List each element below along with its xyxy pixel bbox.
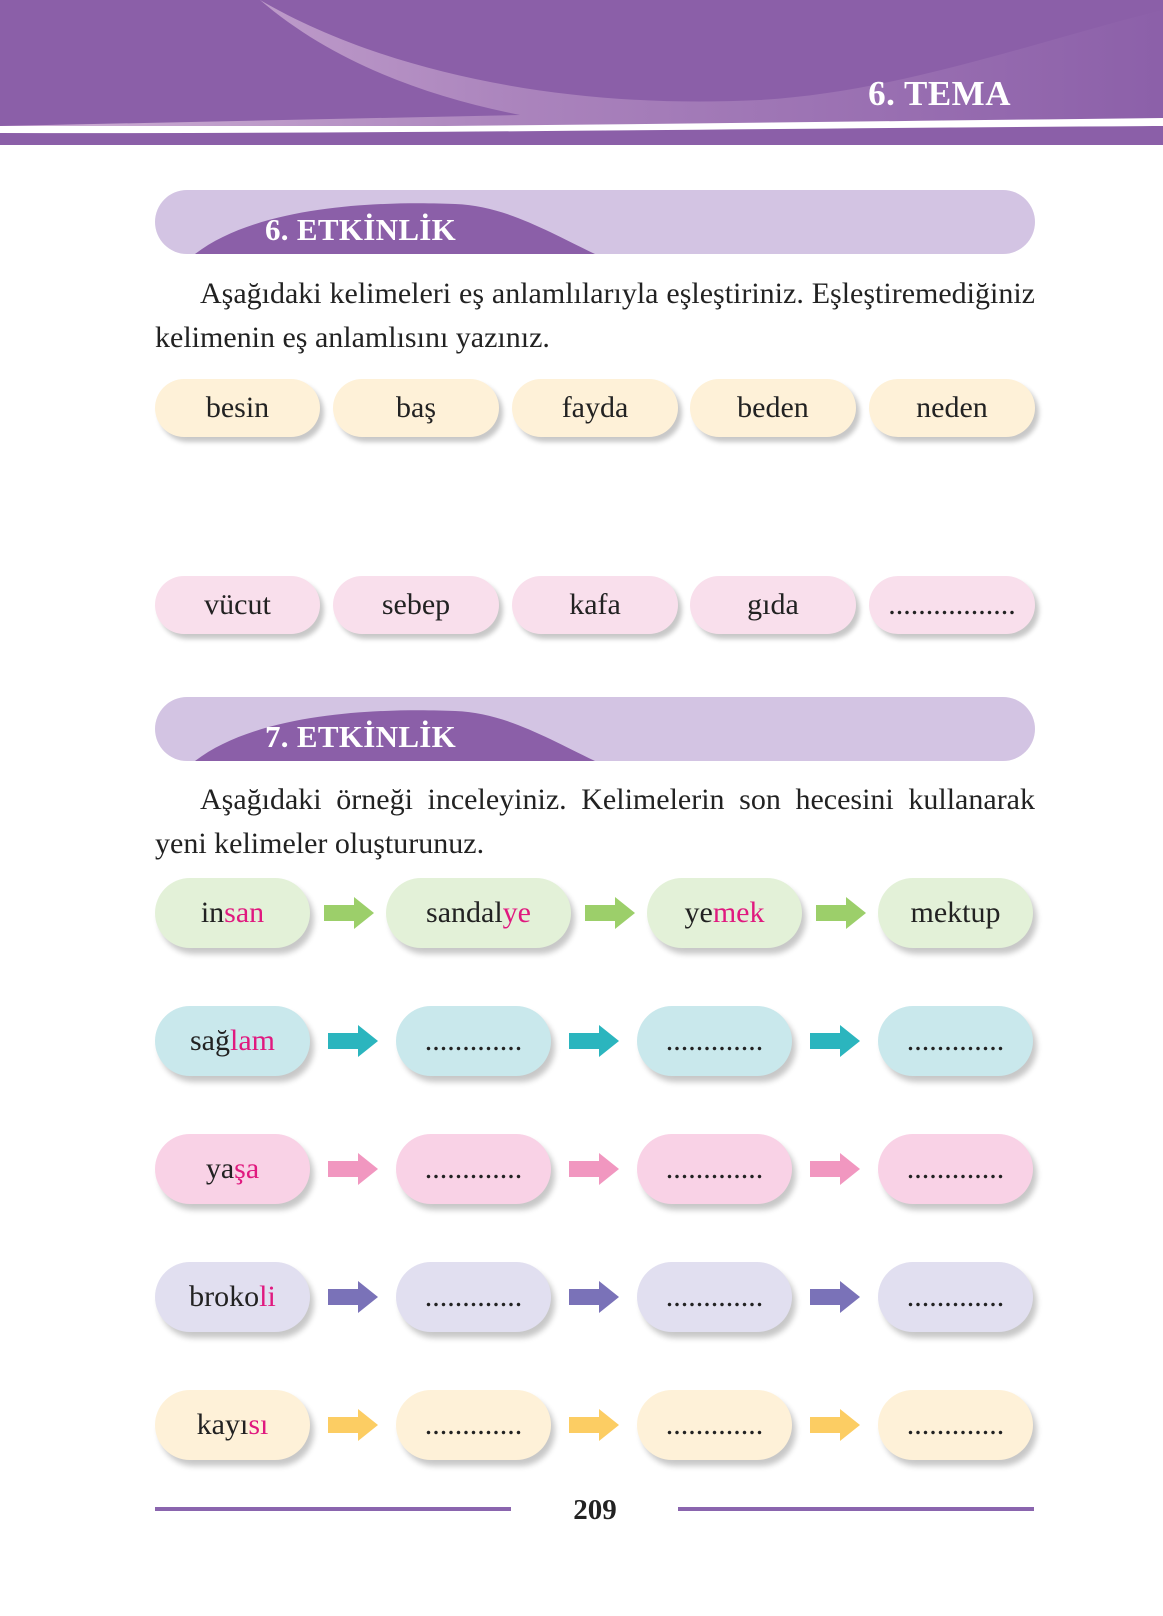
- last-syllable: san: [224, 896, 265, 929]
- example-word-3: [647, 878, 802, 948]
- activity-6-banner: [155, 190, 1035, 254]
- start-word: [155, 1134, 310, 1204]
- answer-blank[interactable]: .............: [396, 1262, 551, 1332]
- arrow-right-icon: [569, 1409, 619, 1441]
- start-word: [155, 1006, 310, 1076]
- last-syllable: li: [259, 1280, 276, 1313]
- last-syllable: lam: [230, 1024, 275, 1057]
- word-card[interactable]: baş: [333, 379, 499, 437]
- last-syllable: mek: [712, 896, 765, 929]
- synonym-card[interactable]: gıda: [690, 576, 856, 634]
- answer-blank[interactable]: .............: [396, 1006, 551, 1076]
- word-card[interactable]: fayda: [512, 379, 678, 437]
- activity-7-instruction: Aşağıdaki örneği inceleyiniz. Kelimelerin son hecesini kullanarak yeni kelimeler oluşturunuz.: [155, 783, 1035, 860]
- arrow-right-icon: [810, 1025, 860, 1057]
- syllable-prefix: kayı: [196, 1408, 249, 1441]
- synonym-blank[interactable]: .................: [869, 576, 1035, 634]
- arrow-right-icon: [816, 897, 866, 929]
- answer-blank[interactable]: .............: [396, 1134, 551, 1204]
- arrow-right-icon: [585, 897, 635, 929]
- answer-blank[interactable]: .............: [637, 1262, 792, 1332]
- last-syllable: ye: [502, 896, 531, 929]
- answer-blank[interactable]: .............: [878, 1134, 1033, 1204]
- example-word-4: [878, 878, 1033, 948]
- arrow-right-icon: [324, 897, 374, 929]
- arrow-right-icon: [569, 1153, 619, 1185]
- last-syllable: şa: [234, 1152, 260, 1185]
- example-word-1: [155, 878, 310, 948]
- example-word-2: [386, 878, 571, 948]
- answer-blank[interactable]: .............: [878, 1390, 1033, 1460]
- word-card[interactable]: neden: [869, 379, 1035, 437]
- syllable-prefix: ya: [205, 1152, 235, 1185]
- start-word: [155, 1390, 310, 1460]
- answer-blank[interactable]: .............: [637, 1390, 792, 1460]
- syllable-prefix: sandal: [426, 896, 503, 929]
- syllable-prefix: sağ: [190, 1024, 230, 1057]
- synonym-card[interactable]: sebep: [333, 576, 499, 634]
- syllable-prefix: mektup: [910, 896, 1001, 929]
- answer-blank[interactable]: .............: [637, 1006, 792, 1076]
- footer-divider-right: [678, 1507, 1034, 1511]
- arrow-right-icon: [810, 1153, 860, 1185]
- arrow-right-icon: [569, 1025, 619, 1057]
- arrow-right-icon: [569, 1281, 619, 1313]
- arrow-right-icon: [810, 1409, 860, 1441]
- arrow-right-icon: [328, 1025, 378, 1057]
- arrow-right-icon: [328, 1409, 378, 1441]
- theme-title: 6. TEMA: [868, 74, 1011, 113]
- answer-blank[interactable]: .............: [637, 1134, 792, 1204]
- syllable-prefix: in: [200, 896, 225, 929]
- answer-blank[interactable]: .............: [396, 1390, 551, 1460]
- page-number: 209: [573, 1494, 617, 1526]
- synonym-card[interactable]: kafa: [512, 576, 678, 634]
- activity-7-title: 7. ETKİNLİK: [265, 719, 457, 754]
- answer-blank[interactable]: .............: [878, 1006, 1033, 1076]
- arrow-right-icon: [810, 1281, 860, 1313]
- arrow-right-icon: [328, 1153, 378, 1185]
- footer-divider-left: [155, 1507, 511, 1511]
- syllable-prefix: ye: [684, 896, 713, 929]
- synonym-card[interactable]: vücut: [155, 576, 320, 634]
- word-card[interactable]: beden: [690, 379, 856, 437]
- answer-blank[interactable]: .............: [878, 1262, 1033, 1332]
- activity-6-instruction: Aşağıdaki kelimeleri eş anlamlılarıyla eşleştiriniz. Eşleştiremediğiniz kelimenin eş anlamlısını yazınız.: [155, 277, 1035, 354]
- activity-7-banner: [155, 697, 1035, 761]
- syllable-prefix: broko: [189, 1280, 260, 1313]
- activity-6-title: 6. ETKİNLİK: [265, 212, 457, 247]
- arrow-right-icon: [328, 1281, 378, 1313]
- last-syllable: sı: [248, 1408, 269, 1441]
- word-card[interactable]: besin: [155, 379, 320, 437]
- start-word: [155, 1262, 310, 1332]
